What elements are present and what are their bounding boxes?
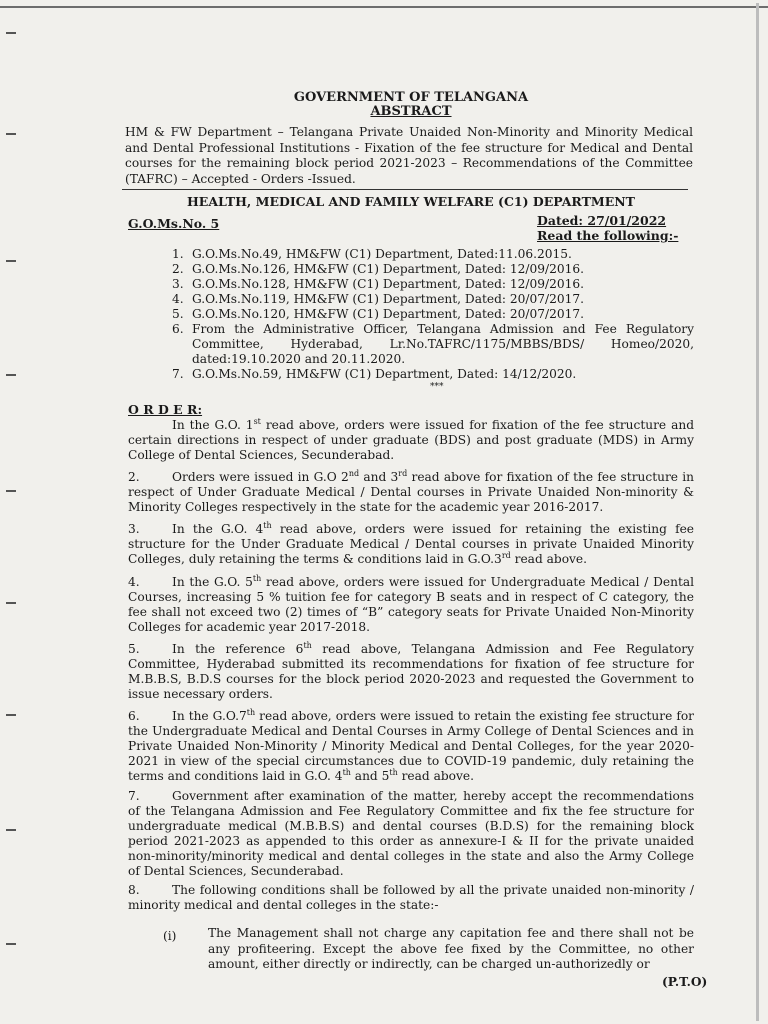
department-name: HEALTH, MEDICAL AND FAMILY WELFARE (C1) DEPARTMENT [187, 194, 635, 209]
stars-separator: *** [430, 382, 444, 392]
go-number: G.O.Ms.No. 5 [128, 216, 220, 231]
paragraph-number: 6. [128, 709, 140, 723]
paragraph-number: 3. [128, 522, 140, 536]
paragraph-2: Orders were issued in G.O 2nd and 3rd read above for fixation of the fee structure in respect of Under Graduate Medical / Dental courses in Private Unaided Non-minority & Minority Colleges respectively in the state for the academic year 2016-2017. [128, 468, 694, 514]
reference-item: 4. G.O.Ms.No.119, HM&FW (C1) Department, Dated: 20/07/2017. [172, 292, 584, 306]
top-border-line [0, 6, 768, 8]
margin-mark [6, 260, 16, 262]
abstract-text: ABSTRACT [370, 104, 452, 119]
paragraph-6: In the G.O.7th read above, orders were issued to retain the existing fee structure for the Undergraduate Medical and Dental Courses in Army College of Dental Sciences and in Private Unaided Non-Minority / Minority Medical and Dental Colleges, for the year 2020-2021 in view of the special circumstances due to COVID-19 pandemic, duly retaining the terms and conditions laid in G.O. 4th and 5th read above. [128, 707, 695, 783]
margin-mark [6, 32, 16, 34]
paragraph-7: Government after examination of the matter, hereby accept the recommendations of the Telangana Admission and Fee Regulatory Committee and fix the fee structure for undergraduate medical (M.B.B.S) and dental courses (B.D.S) for the remaining block period 2021-2023 as appended to this order as annexure-I & II for the private unaided non-minority/minority medical and dental colleges in the state and also the Army College of Dental Sciences, Secunderabad. [128, 789, 694, 878]
margin-mark [6, 490, 16, 492]
paragraph-number: 5. [128, 642, 140, 656]
paragraph-number: 8. [128, 883, 140, 897]
page-turn-over: (P.T.O) [662, 975, 708, 989]
margin-mark [6, 133, 16, 135]
reference-item: 1. G.O.Ms.No.49, HM&FW (C1) Department, Dated:11.06.2015. [172, 247, 572, 261]
abstract-heading [128, 104, 694, 120]
separator-line [122, 189, 688, 190]
condition-number: (i) [163, 929, 177, 943]
margin-mark [6, 602, 16, 604]
margin-mark [6, 374, 16, 376]
reference-item: 2. G.O.Ms.No.126, HM&FW (C1) Department, Dated: 12/09/2016. [172, 262, 584, 276]
paragraph-number: 7. [128, 789, 140, 803]
paragraph-1: In the G.O. 1st read above, orders were issued for fixation of the fee structure and certain directions in respect of under graduate (BDS) and post graduate (MDS) in Army College of Dental Sciences, Secunderabad. [128, 416, 694, 462]
margin-mark [6, 943, 16, 945]
paragraph-3: In the G.O. 4th read above, orders were issued for retaining the existing fee structure for the Under Graduate Medical / Dental courses in private Unaided Minority Colleges, duly retaining the terms & conditions laid in G.O.3rd read above. [128, 520, 695, 566]
reference-item: 7. G.O.Ms.No.59, HM&FW (C1) Department, Dated: 14/12/2020. [172, 367, 577, 381]
paragraph-number: 4. [128, 575, 140, 589]
margin-mark [6, 829, 16, 831]
reference-list [172, 247, 694, 382]
reference-item: 5. G.O.Ms.No.120, HM&FW (C1) Department, Dated: 20/07/2017. [172, 307, 584, 321]
paragraph-number: 2. [128, 470, 140, 484]
margin-mark [6, 714, 16, 716]
condition-1: The Management shall not charge any capitation fee and there shall not be any profiteering. Except the above fee fixed by the Committee, no other amount, either directly or indirectly, can be charged un-authorizedly or [208, 926, 694, 971]
reference-item: 3. G.O.Ms.No.128, HM&FW (C1) Department, Dated: 12/09/2016. [172, 277, 584, 291]
paragraph-4: In the G.O. 5th read above, orders were issued for Undergraduate Medical / Dental Courses, increasing 5 % tuition fee for category B seats and in respect of C category, the fee shall not exceed two (2) times of “B” category seats for Private Unaided Non-Minority Colleges for academic year 2017-2018. [128, 573, 695, 634]
subject-text: HM & FW Department – Telangana Private Unaided Non-Minority and Minority Medical and Dental Professional Institutions - Fixation of the fee structure for Medical and Dental courses for the remaining block period 2021-2023 – Recommendations of the Committee (TAFRC) – Accepted - Orders -Issued. [125, 125, 693, 186]
go-date: Dated: 27/01/2022 [537, 213, 667, 228]
order-heading: O R D E R: [128, 402, 203, 417]
read-following-label: Read the following:- [537, 228, 679, 243]
government-title: GOVERNMENT OF TELANGANA [293, 90, 529, 105]
reference-item: 6. From the Administrative Officer, Telangana Admission and Fee Regulatory Committee, Hyderabad, Lr.No.TAFRC/1175/MBBS/BDS/ Homeo/2020, dated:19.10.2020 and 20.11.2020. [172, 322, 694, 366]
paragraph-8: The following conditions shall be followed by all the private unaided non-minority / minority medical and dental colleges in the state:- [128, 883, 694, 912]
right-scan-edge [756, 3, 759, 1021]
paragraph-5: In the reference 6th read above, Telangana Admission and Fee Regulatory Committee, Hyderabad submitted its recommendations for fixation of fee structure for M.B.B.S, B.D.S courses for the block period 2020-2023 and requested the Government to issue necessary orders. [128, 640, 695, 701]
